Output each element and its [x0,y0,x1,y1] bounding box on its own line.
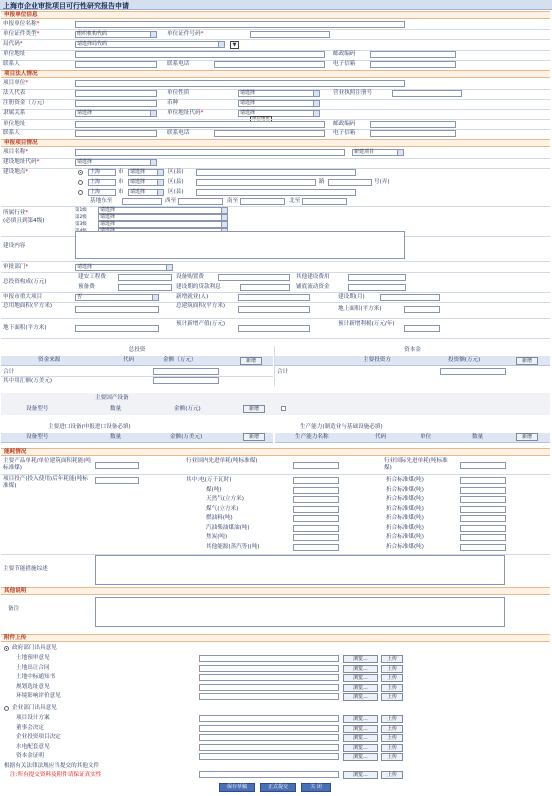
capital-table-header [275,356,550,366]
main-unit-input[interactable] [95,462,139,469]
content-textarea[interactable] [75,231,405,259]
energy-diesel-label: 汽油柴油煤油(吨) [206,524,250,531]
energy-electricity-convert-input[interactable] [460,477,506,484]
energy-coal-gas-convert-input[interactable] [460,506,506,513]
income-input[interactable] [238,325,310,332]
tax-input[interactable] [404,325,440,332]
ent-attachment-label: 董事会决定 [16,724,44,731]
project-unit-label: 项目单位* [3,80,29,86]
foreign-label: 其中用汇额(万美元) [3,378,53,384]
area-code-label: 单位地址代码* [167,110,204,116]
annual-input[interactable] [95,477,139,484]
unit-nature-select[interactable]: 请选择 [238,90,320,97]
ent-attachment-file-input[interactable] [199,744,339,751]
law-label: 根据有关法律法规应当提交的其他文件 [4,763,100,769]
ent-attachment-browse-button[interactable]: 浏览... [343,725,378,733]
period-input[interactable] [380,294,440,301]
capacity-code-col: 代码 [375,434,387,440]
energy-other-energy-convert-input[interactable] [460,544,506,551]
energy-coal-convert-label: 折合标准煤(吨) [386,486,424,493]
cert-type-label: 单位证件类型* [3,31,40,37]
invest-label: 总投资构成(万元) [3,279,47,285]
unit-address2-input[interactable] [75,121,325,128]
above-label: 地上面积(平方米) [338,306,382,312]
energy-coal-input[interactable] [293,487,339,494]
section-legal-person-heading: 项目法人情况 [1,70,550,78]
gov-attachment-browse-button[interactable]: 浏览... [343,684,378,692]
jobs-input[interactable] [238,294,310,301]
period-label: 建设期(月) [338,294,365,300]
unit-name-input[interactable] [75,21,405,28]
energy-other-energy-convert-label: 折合标准煤(吨) [386,543,424,550]
major-label: 申报市重大项目 [3,294,43,300]
section-attach-heading: 附件上传 [1,634,550,642]
dept-select[interactable]: 请选择 [75,264,173,271]
invest-total-label: 合计 [3,369,15,375]
domestic-heading: 主要国产设备 [95,395,129,401]
ent-attachment-upload-button[interactable]: 上传 [381,734,403,742]
invest-total-input[interactable] [153,368,219,375]
energy-electricity-input[interactable] [293,477,339,484]
city-1[interactable]: 上海 [88,169,116,176]
site-radio-2[interactable] [78,180,83,185]
license-label: 营业执照注册号 [333,90,373,96]
city-3[interactable]: 上海 [88,189,116,196]
other-cost-input[interactable] [348,274,406,281]
gov-attachment-upload-button[interactable]: 上传 [381,674,403,682]
gov-attachment-upload-button[interactable]: 上传 [381,655,403,663]
industry-adv-input[interactable] [293,462,339,469]
contact-label: 联系人 [3,61,20,67]
north-label: 北至 [289,198,301,204]
major-select[interactable]: 否 [75,294,159,301]
road-input[interactable] [196,179,316,186]
energy-coke-convert-input[interactable] [460,534,506,541]
section-energy-heading: 能耗情况 [1,448,550,456]
city-suffix-1: 市 [118,169,124,175]
ent-attachment-label: 项目设计方案 [16,715,50,721]
gov-attachment-upload-button[interactable]: 上传 [381,693,403,701]
floor-label: 总建筑面积(平方米) [176,303,226,309]
gov-attachment-label: 土地预审意见 [16,655,50,661]
add-capital-button[interactable]: 新增 [516,357,538,365]
email-input[interactable] [370,61,456,68]
equip-cost-label: 设备购置费 [176,274,204,280]
add-import-button[interactable]: 新增 [243,433,265,441]
south-label: 南至 [227,198,239,204]
gov-attachment-file-input[interactable] [199,665,339,672]
measures-label: 主要节能措施综述 [3,566,48,572]
ent-group-radio[interactable] [4,706,9,711]
relation-select[interactable]: 请选择 [75,110,157,117]
reserve-cost-label: 预备费 [78,284,95,290]
section-applicant-heading: 申报单位信息 [1,11,550,19]
cert-no-input[interactable] [250,31,330,38]
energy-coke-convert-label: 折合标准煤(吨) [386,534,424,540]
industry-label: 所属行业* [3,210,29,216]
ent-attachment-browse-button[interactable]: 浏览... [343,734,378,742]
gov-attachment-label: 土地中标通知书 [16,674,56,680]
postcode-input[interactable] [370,51,456,58]
capital-total-label: 合计 [277,369,289,375]
site-detail-3[interactable] [196,189,356,196]
south-input[interactable] [240,198,285,205]
content-label: 建设内容 [3,243,26,249]
city-2[interactable]: 上海 [88,179,116,186]
email-label: 电子信箱 [333,61,356,67]
energy-natural-gas-input[interactable] [293,496,339,503]
working-capital-input[interactable] [348,284,406,291]
gov-attachment-file-input[interactable] [199,655,339,662]
under-input[interactable] [75,325,159,332]
energy-diesel-convert-input[interactable] [460,525,506,532]
equip-cost-input[interactable] [218,274,290,281]
email2-input[interactable] [370,130,456,137]
energy-fuel-label: 燃油料(吨) [206,515,233,521]
main-unit-label: 主要产品单耗/单位建筑面积耗能(吨标准煤) [3,458,91,471]
working-capital-label: 铺底流动资金 [296,284,330,290]
industry-level2-label: 第2级 [75,215,87,220]
postcode-label: 邮政编码 [333,51,356,57]
road-label: 路 [319,179,325,185]
land-label: 总用地面积(平方米) [3,303,53,309]
west-label: 西至 [165,198,177,204]
unit-nature-label: 单位性质 [167,90,190,96]
tax-label: 预计新增利税(万元/年) [338,321,395,327]
industry-intl-label: 行业国际先进单耗(吨标准煤) [384,458,448,471]
annual-label: 项目投产(投入使用)后年耗能(吨标准煤) [3,476,88,489]
amount-col: 金额（万元） [163,357,197,363]
close-button[interactable]: 关 闭 [301,783,331,792]
gov-attachment-browse-button[interactable]: 浏览... [343,693,378,701]
ent-attachment-upload-button[interactable]: 上传 [381,744,403,752]
cert-no-label: 单位证件号码* [167,31,204,37]
city-suffix-2: 市 [118,179,124,185]
energy-electricity-convert-label: 折合标准煤(吨) [386,477,424,483]
east-input[interactable] [122,198,162,205]
gov-group-radio[interactable] [4,646,9,651]
ent-group-label: 企业部门出具意见 [12,705,57,711]
phone2-input[interactable] [214,130,325,137]
ent-attachment-upload-button[interactable]: 上传 [381,753,403,761]
cert-type-select[interactable]: 组织机构代码 [75,31,157,38]
remark-textarea[interactable] [95,597,505,627]
energy-natural-gas-convert-label: 折合标准煤(吨) [386,496,424,502]
ent-attachment-label: 水电配套意见 [16,743,50,750]
industry-level1-select[interactable]: 请选择 [98,207,228,214]
energy-fuel-input[interactable] [293,515,339,522]
investor-col: 主要投资方 [363,357,391,363]
loan-interest-input[interactable] [240,284,290,291]
gov-attachment-file-input[interactable] [199,674,339,681]
industry-adv-label: 行业国内先进单耗(吨标准煤) [186,458,258,464]
industry-level3-label: 第3级 [75,222,87,227]
contact-input[interactable] [75,61,157,68]
bureau-label: 局代码* [3,41,23,47]
legal-rep-label: 法人代表 [3,90,26,96]
district-suffix-2: 区(县) [168,179,184,185]
east-label: 基地东至 [90,198,113,204]
import-heading: 主要进口设备(申报进口设备必填) [48,424,131,430]
address-code-select[interactable]: 请选择 [75,159,157,166]
energy-coal-gas-label: 煤气(立方米) [206,505,239,512]
domestic-qty-col: 数量 [110,406,122,412]
gov-attachment-label: 规划选址意见 [16,683,50,690]
project-type-select[interactable]: 新建项目 [352,149,404,156]
land-input[interactable] [75,306,159,313]
domestic-amount-col: 金额(万元) [174,406,201,412]
domestic-checkbox[interactable] [281,406,286,411]
district-select-2[interactable]: 请选择 [128,179,164,186]
contact2-input[interactable] [75,130,157,137]
submit-button[interactable]: 正式提交 [260,783,296,792]
project-name-label: 项目名称* [3,149,29,155]
law-file-input[interactable] [199,771,339,778]
import-model-col: 设备型号 [26,434,49,440]
energy-coal-label: 煤(吨) [206,486,222,493]
gov-attachment-file-input[interactable] [199,684,339,691]
build-cost-label: 建安工程费 [78,274,106,280]
bureau-select[interactable]: 请选择局代码 [75,41,225,48]
remark-label: 备注 [8,606,20,612]
ent-attachment-browse-button[interactable]: 浏览... [343,753,378,761]
site-detail-1[interactable] [196,169,356,176]
district-select-1[interactable]: 请选择 [128,169,164,176]
industry-level3-select[interactable]: 请选择 [98,221,228,228]
loan-interest-label: 建设期的贷款利息 [176,284,221,290]
energy-diesel-input[interactable] [293,525,339,532]
energy-electricity-label: 其中:电(万千瓦时) [186,477,232,483]
number-label: 号(弄) [374,179,390,185]
ent-attachment-browse-button[interactable]: 浏览... [343,715,378,723]
energy-other-energy-label: 其他能源(蒸汽等)(吨) [206,543,260,550]
import-amount-col: 金额(万美元) [170,434,203,440]
gov-attachment-label: 土地出让合同 [16,664,50,671]
contact2-label: 联系人 [3,130,20,136]
ent-attachment-upload-button[interactable]: 上传 [381,715,403,723]
section-project-heading: 申报项目情况 [1,139,550,147]
page-title: 上海市企业审批项目可行性研究报告申请 [0,0,552,10]
site-radio-3[interactable] [78,190,83,195]
energy-other-energy-input[interactable] [293,544,339,551]
energy-coke-label: 焦炭(吨) [206,534,228,540]
ent-attachment-browse-button[interactable]: 浏览... [343,744,378,752]
income-label: 预计新增产值(万元) [176,321,226,327]
project-unit-input[interactable] [75,80,405,87]
project-name-input[interactable] [75,149,345,156]
gov-attachment-browse-button[interactable]: 浏览... [343,665,378,673]
law-upload-button[interactable]: 上传 [381,771,403,779]
legal-rep-input[interactable] [75,90,157,97]
code-col: 代码 [123,357,135,363]
add-capacity-button[interactable]: 新增 [516,433,538,441]
above-input[interactable] [404,306,440,313]
city-suffix-3: 市 [118,189,124,195]
relation-label: 隶属关系 [3,110,26,116]
invest-table-heading: 总投资 [1,346,273,356]
build-cost-input[interactable] [118,274,172,281]
energy-coal-convert-input[interactable] [460,487,506,494]
energy-natural-gas-label: 天然气(立方米) [206,496,244,502]
gov-attachment-upload-button[interactable]: 上传 [381,684,403,692]
energy-coke-input[interactable] [293,534,339,541]
floor-input[interactable] [238,306,310,313]
energy-fuel-convert-input[interactable] [460,515,506,522]
industry-level2-select[interactable]: 请选择 [98,214,228,221]
industry-level1-label: 第1级 [75,208,87,213]
ent-attachment-file-input[interactable] [199,725,339,732]
ent-attachment-label: 企业投资项目决定 [16,734,61,740]
fund-source-col: 资金来源 [38,357,61,363]
district-select-3[interactable]: 请选择 [128,189,164,196]
capital-input[interactable] [75,100,157,107]
unit-address-input[interactable] [75,51,325,58]
gov-attachment-label: 环境影响评价意见 [16,693,61,699]
capacity-col: 生产能力名称 [295,434,329,440]
address-code-label: 建设地址代码* [3,159,40,165]
capacity-heading: 生产能力(制造业与基础设施必填) [300,424,383,430]
license-input[interactable] [392,90,462,97]
north-input[interactable] [302,198,347,205]
energy-coal-gas-convert-label: 折合标准煤(吨) [386,505,424,512]
jobs-label: 新增就业(人) [176,294,209,300]
measures-textarea[interactable] [95,555,505,585]
phone-input[interactable] [214,61,325,68]
domestic-model-col: 设备型号 [26,406,49,412]
gov-attachment-browse-button[interactable]: 浏览... [343,674,378,682]
other-cost-label: 其他建设费用 [296,274,330,280]
add-invest-button[interactable]: 新增 [240,357,262,365]
capital-table-heading: 资本金 [275,346,550,356]
bureau-dropdown-icon[interactable]: ▼ [230,41,239,49]
energy-fuel-convert-label: 折合标准煤(吨) [386,515,424,521]
email2-label: 电子信箱 [333,130,356,136]
add-domestic-button[interactable]: 新增 [243,405,265,413]
gov-attachment-browse-button[interactable]: 浏览... [343,655,378,663]
capacity-qty-col: 数量 [472,434,484,440]
unit-address2-label: 单位地址 [3,121,26,127]
unit-address-label: 单位地址 [3,51,26,57]
district-suffix-3: 区(县) [168,189,184,195]
under-label: 地下面积(平方米) [3,325,47,331]
phone-label: 联系电话 [167,61,190,67]
currency-label: 币种 [167,100,179,106]
industry-intl-input[interactable] [460,462,506,469]
site-radio-1[interactable] [78,170,83,175]
number-input[interactable] [328,179,372,186]
law-browse-button[interactable]: 浏览... [343,771,378,779]
district-suffix-1: 区(县) [168,169,184,175]
foreign-input[interactable] [153,377,219,384]
reserve-cost-input[interactable] [118,284,172,291]
truth-note: 注:所有提交资料及附件请保证真实性 [10,772,102,778]
industry-note: (必填且到第4级) [3,218,45,224]
capacity-unit-col: 单位 [420,434,432,440]
ent-attachment-file-input[interactable] [199,753,339,760]
section-other-heading: 其他说明 [1,587,550,595]
save-draft-button[interactable]: 保存草稿 [219,783,255,792]
unit-name-label: 申报单位名称* [3,21,40,27]
dept-label: 审批部门* [3,264,29,270]
import-qty-col: 数量 [110,434,122,440]
ent-attachment-upload-button[interactable]: 上传 [381,725,403,733]
energy-coal-gas-input[interactable] [293,506,339,513]
gov-attachment-file-input[interactable] [199,693,339,700]
energy-natural-gas-convert-input[interactable] [460,496,506,503]
invest-amount-col: 投资额(万元) [448,357,481,363]
capital-total-input[interactable] [440,368,506,375]
west-input[interactable] [178,198,223,205]
area-code-select[interactable]: 请选择 [238,110,320,117]
gov-group-label: 政府部门出具意见 [12,645,57,651]
domestic-table-bg [1,393,550,415]
gov-attachment-upload-button[interactable]: 上传 [381,665,403,673]
currency-select[interactable]: 请选择 [238,100,320,107]
postcode2-input[interactable] [370,121,456,128]
postcode2-label: 邮政编码 [333,121,356,127]
ent-attachment-file-input[interactable] [199,715,339,722]
site-label: 建设地点* [3,169,29,175]
ent-attachment-label: 资本金证明 [16,753,44,759]
energy-diesel-convert-label: 折合标准煤(吨) [386,524,424,531]
phone2-label: 联系电话 [167,130,190,136]
capital-label: 注册资金（万元） [3,100,48,106]
ent-attachment-file-input[interactable] [199,734,339,741]
